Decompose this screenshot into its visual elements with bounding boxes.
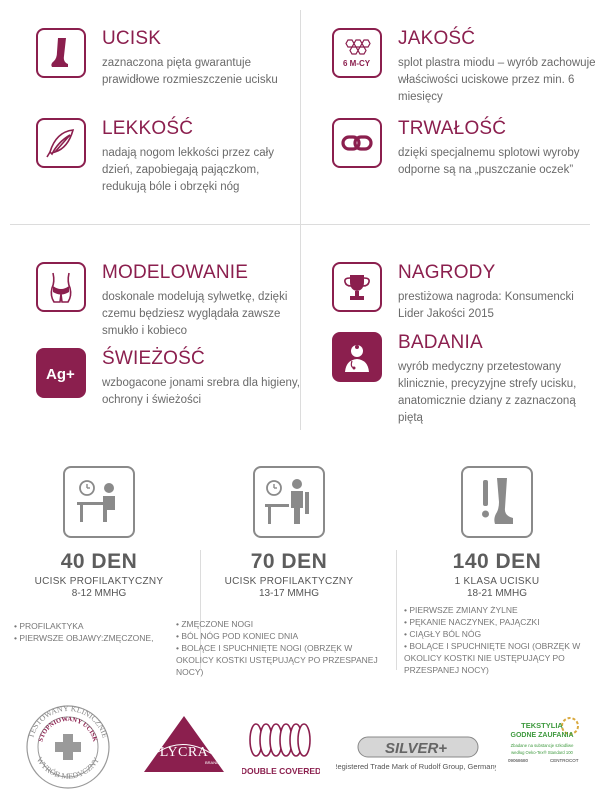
- svg-text:SILVER+: SILVER+: [384, 740, 448, 757]
- den-title: 40 DEN: [60, 550, 138, 573]
- list-item: • PĘKANIE NACZYNEK, PAJĄCZKI: [404, 616, 594, 628]
- feature-desc: wyrób medyczny przetestowany klinicznie, precyzyjne strefy ucisku, anatomicznie dziany z zaznaczoną piętą: [398, 361, 577, 424]
- feature-title: LEKKOŚĆ: [102, 118, 194, 139]
- svg-text:6 M-CY: 6 M-CY: [343, 59, 371, 68]
- chain-link-icon: [332, 118, 382, 168]
- leg-heel-icon: [36, 28, 86, 78]
- svg-text:GODNE ZAUFANIA: GODNE ZAUFANIA: [510, 732, 574, 739]
- list-item: • BOLĄCE I SPUCHNIĘTE NOGI (OBRZĘK W OKOLICY KOSTKI USTĘPUJĄCY PO PRZESPANEJ NOCY): [176, 642, 388, 678]
- den-40: [4, 466, 194, 599]
- den-70-list: [176, 618, 388, 678]
- svg-text:TEKSTYLIA: TEKSTYLIA: [521, 721, 563, 730]
- den-sub: UCISK PROFILAKTYCZNY: [34, 576, 164, 587]
- svg-text:DOUBLE COVERED: DOUBLE COVERED: [242, 766, 320, 776]
- svg-text:Ag+: Ag+: [46, 366, 75, 383]
- feature-desc: prestiżowa nagroda: Konsumencki Lider Jakości 2015: [398, 291, 574, 320]
- feature-desc: doskonale modelują sylwetkę, dzięki czemu będziesz wyglądała zawsze smukło i kobieco: [102, 291, 288, 337]
- feature-desc: splot plastra miodu – wyrób zachowuje właściwości uciskowe przez min. 6 miesięcy: [398, 57, 596, 103]
- svg-text:Zbadane na substancje szkodliw: Zbadane na substancje szkodliwe: [510, 743, 574, 748]
- clinical-stamp-logo: [18, 702, 118, 792]
- feather-icon: [36, 118, 86, 168]
- list-item: • PIERWSZE OBJAWY:ZMĘCZONE,: [14, 632, 194, 644]
- svg-text:STOPNIOWANY UCISK: STOPNIOWANY UCISK: [37, 715, 99, 743]
- list-item: • BOLĄCE I SPUCHNIĘTE NOGI (OBRZĘK W OKOLICY KOSTKI NIE USTĘPUJĄCY PO PRZESPANEJ NOCY): [404, 640, 594, 676]
- feature-desc: wzbogacone jonami srebra dla higieny, ochrony i świeżości: [102, 377, 300, 406]
- den-70: [194, 466, 384, 599]
- svg-text:BRAND: BRAND: [204, 760, 220, 765]
- honeycomb-icon: [332, 28, 382, 78]
- leg-warning-icon: [461, 466, 533, 538]
- den-pressure: 18-21 MMHG: [466, 588, 527, 599]
- feature-title: NAGRODY: [398, 262, 496, 283]
- list-item: • CIĄGŁY BÓL NÓG: [404, 628, 594, 640]
- doctor-icon: [332, 332, 382, 382]
- list-item: • PROFILAKTYKA: [14, 620, 194, 632]
- feature-title: TRWAŁOŚĆ: [398, 118, 507, 139]
- svg-text:09068680: 09068680: [508, 758, 529, 763]
- list-item: • BÓL NÓG POD KONIEC DNIA: [176, 630, 388, 642]
- sitting-desk-icon: [63, 466, 135, 538]
- den-sub: UCISK PROFILAKTYCZNY: [224, 576, 354, 587]
- list-item: • ZMĘCZONE NOGI: [176, 618, 388, 630]
- list-item: • PIERWSZE ZMIANY ŻYLNE: [404, 604, 594, 616]
- den-pressure: 8-12 MMHG: [71, 588, 127, 599]
- den-140: [402, 466, 592, 599]
- svg-text:Registered Trade Mark of Rudol: Registered Trade Mark of Rudolf Group, Germany.: [336, 762, 496, 771]
- den-140-list: [404, 604, 594, 676]
- feature-title: UCISK: [102, 28, 162, 49]
- lycra-logo: [140, 712, 228, 776]
- feature-title: BADANIA: [398, 332, 483, 353]
- oeko-tex-logo: [502, 714, 586, 782]
- den-pressure: 13-17 MMHG: [258, 588, 319, 599]
- den-title: 70 DEN: [250, 550, 328, 573]
- svg-text:według Oeko-Tex® Standard 100: według Oeko-Tex® Standard 100: [511, 750, 573, 755]
- double-covered-logo: [242, 712, 320, 778]
- svg-text:TESTOWANY KLINICZNIE: TESTOWANY KLINICZNIE: [26, 703, 110, 740]
- svg-text:WYRÓB MEDYCZNY: WYRÓB MEDYCZNY: [34, 755, 102, 781]
- feature-title: MODELOWANIE: [102, 262, 249, 283]
- feature-desc: nadają nogom lekkości przez cały dzień, zapobiegają pajączkom, redukują bóle i obrzęki nóg: [102, 147, 274, 193]
- silver-logo: [336, 734, 496, 774]
- feature-desc: zaznaczona pięta gwarantuje prawidłowe rozmieszczenie ucisku: [102, 57, 278, 86]
- divider-den-2: [396, 550, 397, 670]
- den-title: 140 DEN: [452, 550, 542, 573]
- feature-desc: dzięki specjalnemu splotowi wyroby odporne są na „puszczanie oczek”: [398, 147, 580, 176]
- standing-desk-icon: [253, 466, 325, 538]
- feature-title: ŚWIEŻOŚĆ: [102, 348, 205, 369]
- silver-ion-icon: [36, 348, 86, 398]
- feature-title: JAKOŚĆ: [398, 28, 476, 49]
- svg-text:LYCRA: LYCRA: [159, 745, 209, 760]
- trophy-icon: [332, 262, 382, 312]
- body-shape-icon: [36, 262, 86, 312]
- svg-text:CENTROCOT: CENTROCOT: [550, 758, 579, 763]
- divider-horizontal: [10, 224, 590, 225]
- den-sub: 1 KLASA UCISKU: [454, 576, 540, 587]
- den-40-list: [14, 620, 194, 644]
